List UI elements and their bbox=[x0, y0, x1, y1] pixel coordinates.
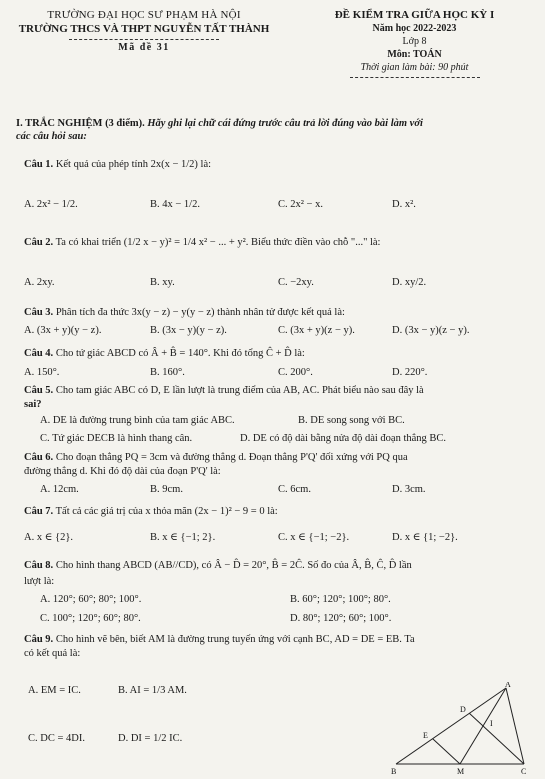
question-label: Câu 7. bbox=[24, 506, 54, 517]
label-d: D bbox=[460, 705, 466, 714]
q8-option-b: B. 60°; 120°; 100°; 80°. bbox=[290, 594, 391, 605]
question-4 bbox=[24, 347, 305, 361]
q7-option-c: C. x ∈ {−1; −2}. bbox=[278, 532, 350, 543]
section-instruction-2: các câu hỏi sau: bbox=[16, 131, 87, 142]
triangle-figure bbox=[388, 682, 530, 777]
header-left bbox=[14, 8, 274, 53]
q2-option-b: B. xy. bbox=[150, 277, 175, 288]
university-name: TRƯỜNG ĐẠI HỌC SƯ PHẠM HÀ NỘI bbox=[47, 9, 241, 21]
question-5 bbox=[24, 384, 424, 398]
q5-option-a: A. DE là đường trung bình của tam giác ABC. bbox=[40, 415, 235, 426]
question-2 bbox=[24, 236, 380, 250]
question-6-cont: đường thẳng d. Khi đó độ dài của đoạn P'Q' là: bbox=[24, 466, 221, 477]
exam-code: Mã đề 31 bbox=[118, 42, 170, 53]
q1-option-d: D. x². bbox=[392, 199, 416, 210]
q4-option-c: C. 200°. bbox=[278, 367, 313, 378]
header-divider-right bbox=[350, 77, 480, 78]
question-9 bbox=[24, 633, 415, 647]
q9-option-b: B. AI = 1/3 AM. bbox=[118, 685, 187, 696]
question-text: Tất cả các giá trị của x thỏa mãn (2x − 1)² − 9 = 0 là: bbox=[55, 506, 278, 517]
school-name: TRƯỜNG THCS VÀ THPT NGUYỄN TẤT THÀNH bbox=[18, 23, 270, 35]
question-text: Cho hình thang ABCD (AB//CD), có Â − D̂ = 20°, B̂ = 2Ĉ. Số đo của Â, B̂, Ĉ, D̂ lần bbox=[55, 560, 412, 571]
question-text: Phân tích đa thức 3x(y − z) − y(y − z) thành nhân tử được kết quả là: bbox=[55, 307, 345, 318]
q8-option-c: C. 100°; 120°; 60°; 80°. bbox=[40, 613, 141, 624]
label-m: M bbox=[457, 767, 465, 776]
q7-option-a: A. x ∈ {2}. bbox=[24, 532, 74, 543]
q6-option-a: A. 12cm. bbox=[40, 484, 79, 495]
question-1 bbox=[24, 158, 211, 172]
q4-option-d: D. 220°. bbox=[392, 367, 428, 378]
question-label: Câu 8. bbox=[24, 560, 54, 571]
q2-option-a: A. 2xy. bbox=[24, 277, 55, 288]
label-b: B bbox=[391, 767, 397, 776]
label-i: I bbox=[490, 719, 493, 728]
question-label: Câu 6. bbox=[24, 452, 54, 463]
question-5-cont: sai? bbox=[24, 399, 42, 410]
section-instruction: Hãy ghi lại chữ cái đứng trước câu trả lời đúng vào bài làm với bbox=[147, 118, 423, 129]
question-6 bbox=[24, 451, 408, 465]
grade: Lớp 8 bbox=[402, 36, 427, 47]
question-8-cont: lượt là: bbox=[24, 576, 55, 587]
question-label: Câu 4. bbox=[24, 348, 54, 359]
question-9-cont: có kết quả là: bbox=[24, 648, 81, 659]
question-label: Câu 1. bbox=[24, 159, 54, 170]
side-ac bbox=[506, 688, 524, 764]
question-text: Cho tứ giác ABCD có Â + B̂ = 140°. Khi đó tổng Ĉ + D̂ là: bbox=[55, 348, 305, 359]
q7-option-d: D. x ∈ {1; −2}. bbox=[392, 532, 458, 543]
subject: Môn: TOÁN bbox=[387, 49, 442, 60]
label-a: A bbox=[505, 682, 511, 689]
q4-option-b: B. 160°. bbox=[150, 367, 185, 378]
school-year: Năm học 2022-2023 bbox=[372, 23, 457, 34]
label-e: E bbox=[423, 731, 428, 740]
q3-option-a: A. (3x + y)(y − z). bbox=[24, 325, 102, 336]
q8-option-a: A. 120°; 60°; 80°; 100°. bbox=[40, 594, 142, 605]
question-text: Kết quả của phép tính 2x(x − 1/2) là: bbox=[55, 159, 212, 170]
q1-option-c: C. 2x² − x. bbox=[278, 199, 323, 210]
q6-option-d: D. 3cm. bbox=[392, 484, 426, 495]
q6-option-b: B. 9cm. bbox=[150, 484, 183, 495]
q5-option-b: B. DE song song với BC. bbox=[298, 415, 405, 426]
question-text: Cho tam giác ABC có D, E lần lượt là trung điểm của AB, AC. Phát biểu nào sau đây là bbox=[55, 385, 424, 396]
q6-option-c: C. 6cm. bbox=[278, 484, 311, 495]
question-3 bbox=[24, 306, 345, 320]
q2-option-c: C. −2xy. bbox=[278, 277, 314, 288]
segment-dc bbox=[469, 713, 524, 764]
question-text: Ta có khai triển (1/2 x − y)² = 1/4 x² − ... + y². Biểu thức điền vào chỗ "..." là: bbox=[55, 237, 381, 248]
section-heading bbox=[16, 117, 423, 131]
label-c: C bbox=[521, 767, 527, 776]
header-divider bbox=[69, 39, 219, 40]
question-8 bbox=[24, 559, 412, 573]
question-label: Câu 2. bbox=[24, 237, 54, 248]
question-label: Câu 5. bbox=[24, 385, 54, 396]
q1-option-a: A. 2x² − 1/2. bbox=[24, 199, 78, 210]
section-title: I. TRẮC NGHIỆM (3 điểm). bbox=[16, 118, 145, 129]
q1-option-b: B. 4x − 1/2. bbox=[150, 199, 200, 210]
q8-option-d: D. 80°; 120°; 60°; 100°. bbox=[290, 613, 392, 624]
q4-option-a: A. 150°. bbox=[24, 367, 60, 378]
segment-em bbox=[433, 739, 460, 764]
header-right bbox=[292, 8, 537, 78]
q3-option-d: D. (3x − y)(z − y). bbox=[392, 325, 470, 336]
exam-title: ĐỀ KIỂM TRA GIỮA HỌC KỲ I bbox=[334, 9, 495, 21]
q9-option-c: C. DC = 4DI. bbox=[28, 733, 85, 744]
question-label: Câu 9. bbox=[24, 634, 54, 645]
q9-option-a: A. EM = IC. bbox=[28, 685, 81, 696]
question-text: Cho hình vẽ bên, biết AM là đường trung tuyến ứng với cạnh BC, AD = DE = EB. Ta bbox=[55, 634, 415, 645]
q9-option-d: D. DI = 1/2 IC. bbox=[118, 733, 183, 744]
question-7 bbox=[24, 505, 278, 519]
q2-option-d: D. xy/2. bbox=[392, 277, 427, 288]
question-label: Câu 3. bbox=[24, 307, 54, 318]
q5-option-c: C. Tứ giác DECB là hình thang cân. bbox=[40, 433, 193, 444]
q7-option-b: B. x ∈ {−1; 2}. bbox=[150, 532, 216, 543]
q5-option-d: D. DE có độ dài bằng nửa độ dài đoạn thẳng BC. bbox=[240, 433, 447, 444]
question-text: Cho đoạn thẳng PQ = 3cm và đường thẳng d. Đoạn thẳng P'Q' đối xứng với PQ qua bbox=[55, 452, 408, 463]
time-limit: Thời gian làm bài: 90 phút bbox=[360, 62, 469, 73]
q3-option-c: C. (3x + y)(z − y). bbox=[278, 325, 355, 336]
q3-option-b: B. (3x − y)(y − z). bbox=[150, 325, 227, 336]
